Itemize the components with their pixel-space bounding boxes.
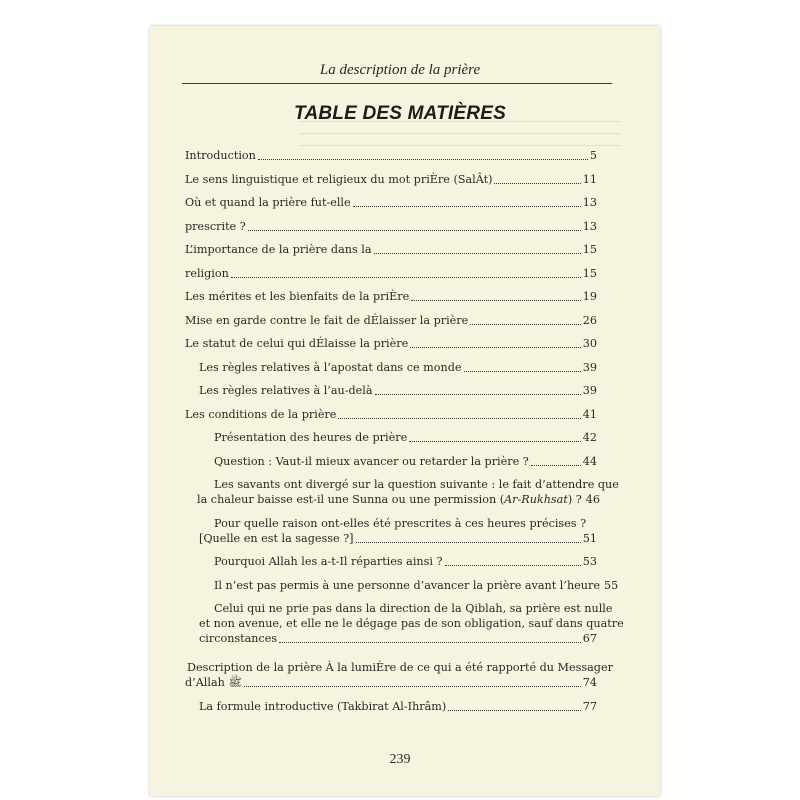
toc-entry[interactable]: [185, 289, 597, 304]
toc-entry-text: Celui qui ne prie pas dans la direction de la Qiblah, sa prière est nulle: [214, 602, 613, 615]
toc-page-number: 53: [582, 555, 597, 568]
toc-entry-text: [Quelle en est la sagesse ?]: [199, 531, 354, 545]
toc-entry-text: Où et quand la prière fut-elle: [185, 196, 351, 209]
toc-page-number: 15: [582, 266, 597, 280]
dot-leader: [410, 347, 581, 348]
toc-page-number: 39: [582, 360, 597, 374]
toc-entry-text: circonstances: [199, 632, 278, 645]
toc-entry[interactable]: [199, 360, 597, 375]
toc-entry[interactable]: [214, 454, 597, 469]
toc-entry-text: Les savants ont divergé sur la question suivante : le fait d’attendre que: [214, 478, 619, 491]
toc-page-number: 30: [582, 337, 597, 350]
dot-leader: [248, 230, 581, 231]
toc-entry-text: Pour quelle raison ont-elles été prescrites à ces heures précises ?: [214, 516, 587, 530]
dot-leader: [464, 371, 581, 372]
dot-leader: [231, 277, 581, 278]
toc-page-number: 74: [582, 676, 597, 689]
toc-entry[interactable]: [199, 516, 597, 546]
bleed-through-line: [300, 133, 620, 134]
dot-leader: [356, 542, 581, 543]
toc-page-number: 5: [589, 149, 597, 162]
toc-entry[interactable]: [197, 477, 619, 507]
running-header: La description de la prière: [319, 62, 481, 78]
toc-entry[interactable]: [185, 172, 597, 187]
toc-entry[interactable]: [185, 266, 597, 281]
dot-leader: [448, 710, 580, 711]
toc-page-number: 44: [582, 454, 597, 468]
dot-leader: [244, 686, 581, 687]
dot-leader: [470, 324, 580, 325]
toc-entry-text-part: la chaleur baisse est-il une Sunna ou une permission (: [197, 493, 505, 506]
dot-leader: [374, 253, 581, 254]
toc-entry-text-part: ) ?: [567, 493, 582, 506]
toc-entry-text: [197, 492, 582, 507]
toc-page-number: 11: [582, 172, 597, 186]
toc-entry-text: d’Allah ﷺ: [185, 676, 242, 689]
toc-page-number: 67: [582, 632, 597, 645]
toc-entry[interactable]: [185, 242, 597, 257]
toc-entry-text: religion: [185, 266, 229, 280]
toc-entry[interactable]: [214, 430, 597, 445]
toc-page-number: 55: [603, 578, 619, 592]
toc-entry[interactable]: [185, 407, 597, 422]
toc-entry[interactable]: [214, 578, 619, 593]
toc-entry-text: Il n’est pas permis à une personne d’avancer la prière avant l’heure: [214, 578, 600, 592]
toc-entry-text: Introduction: [185, 149, 256, 162]
toc-entry-text: Les conditions de la prière: [185, 407, 337, 421]
dot-leader: [258, 159, 588, 160]
toc-entry-text-italic: Ar-Rukhsat: [504, 493, 568, 506]
dot-leader: [409, 441, 581, 442]
page-title: TABLE DES MATIÈRES: [294, 103, 506, 124]
toc-entry[interactable]: [185, 148, 597, 163]
toc-entry[interactable]: [185, 660, 613, 690]
toc-entry-text: Les règles relatives à l’au-delà: [199, 384, 373, 397]
toc-page-number: 51: [582, 531, 597, 545]
toc-page-number: 46: [585, 493, 600, 506]
page-number: 239: [389, 752, 411, 767]
toc-entry-text: Le statut de celui qui dÉlaisse la prière: [185, 337, 409, 350]
dot-leader: [375, 394, 581, 395]
toc-page-number: 77: [582, 699, 597, 713]
dot-leader: [279, 642, 581, 643]
toc-entry-text: Mise en garde contre le fait de dÉlaisser la prière: [185, 313, 469, 327]
toc-entry-text: Description de la prière À la lumiÈre de ce qui a été rapporté du Messager: [187, 661, 613, 674]
toc-entry[interactable]: [185, 313, 597, 328]
bleed-through-line: [300, 145, 620, 146]
toc-entry[interactable]: [199, 601, 624, 646]
dot-leader: [531, 465, 581, 466]
toc-page-number: 15: [582, 243, 597, 256]
toc-entry[interactable]: [185, 219, 597, 234]
toc-entry[interactable]: [199, 383, 597, 398]
dot-leader: [353, 206, 581, 207]
toc-entry-text: L’importance de la prière dans la: [185, 243, 372, 256]
toc-entry-text: prescrite ?: [185, 219, 246, 233]
toc-entry-text: et non avenue, et elle ne le dégage pas de son obligation, sauf dans quatre: [199, 617, 624, 630]
toc-page-number: 13: [582, 219, 597, 233]
toc-entry-text: Les règles relatives à l’apostat dans ce monde: [199, 360, 462, 374]
toc-page-number: 41: [582, 407, 597, 421]
dot-leader: [494, 183, 580, 184]
toc-entry-text: Question : Vaut-il mieux avancer ou retarder la prière ?: [214, 454, 529, 468]
table-of-contents: [185, 148, 624, 722]
dot-leader: [338, 418, 580, 419]
dot-leader: [411, 300, 581, 301]
toc-entry[interactable]: [214, 554, 597, 569]
toc-entry[interactable]: [199, 699, 597, 714]
toc-page-number: 42: [582, 431, 597, 444]
toc-entry-text: Présentation des heures de prière: [214, 431, 408, 444]
toc-entry-text: Le sens linguistique et religieux du mot priÈre (SalÂt): [185, 172, 493, 186]
toc-entry[interactable]: [185, 336, 597, 351]
toc-page-number: 13: [582, 196, 597, 209]
toc-page-number: 26: [582, 313, 597, 327]
toc-entry-text: Les mérites et les bienfaits de la priÈre: [185, 290, 410, 303]
header-rule: [182, 83, 612, 84]
dot-leader: [445, 565, 581, 566]
toc-page-number: 19: [582, 290, 597, 303]
toc-page-number: 39: [582, 384, 597, 397]
toc-entry-text: La formule introductive (Takbirat Al-Ihrâm): [199, 699, 447, 713]
toc-entry[interactable]: [185, 195, 597, 210]
toc-entry-text: Pourquoi Allah les a-t-Il réparties ainsi ?: [214, 555, 443, 568]
